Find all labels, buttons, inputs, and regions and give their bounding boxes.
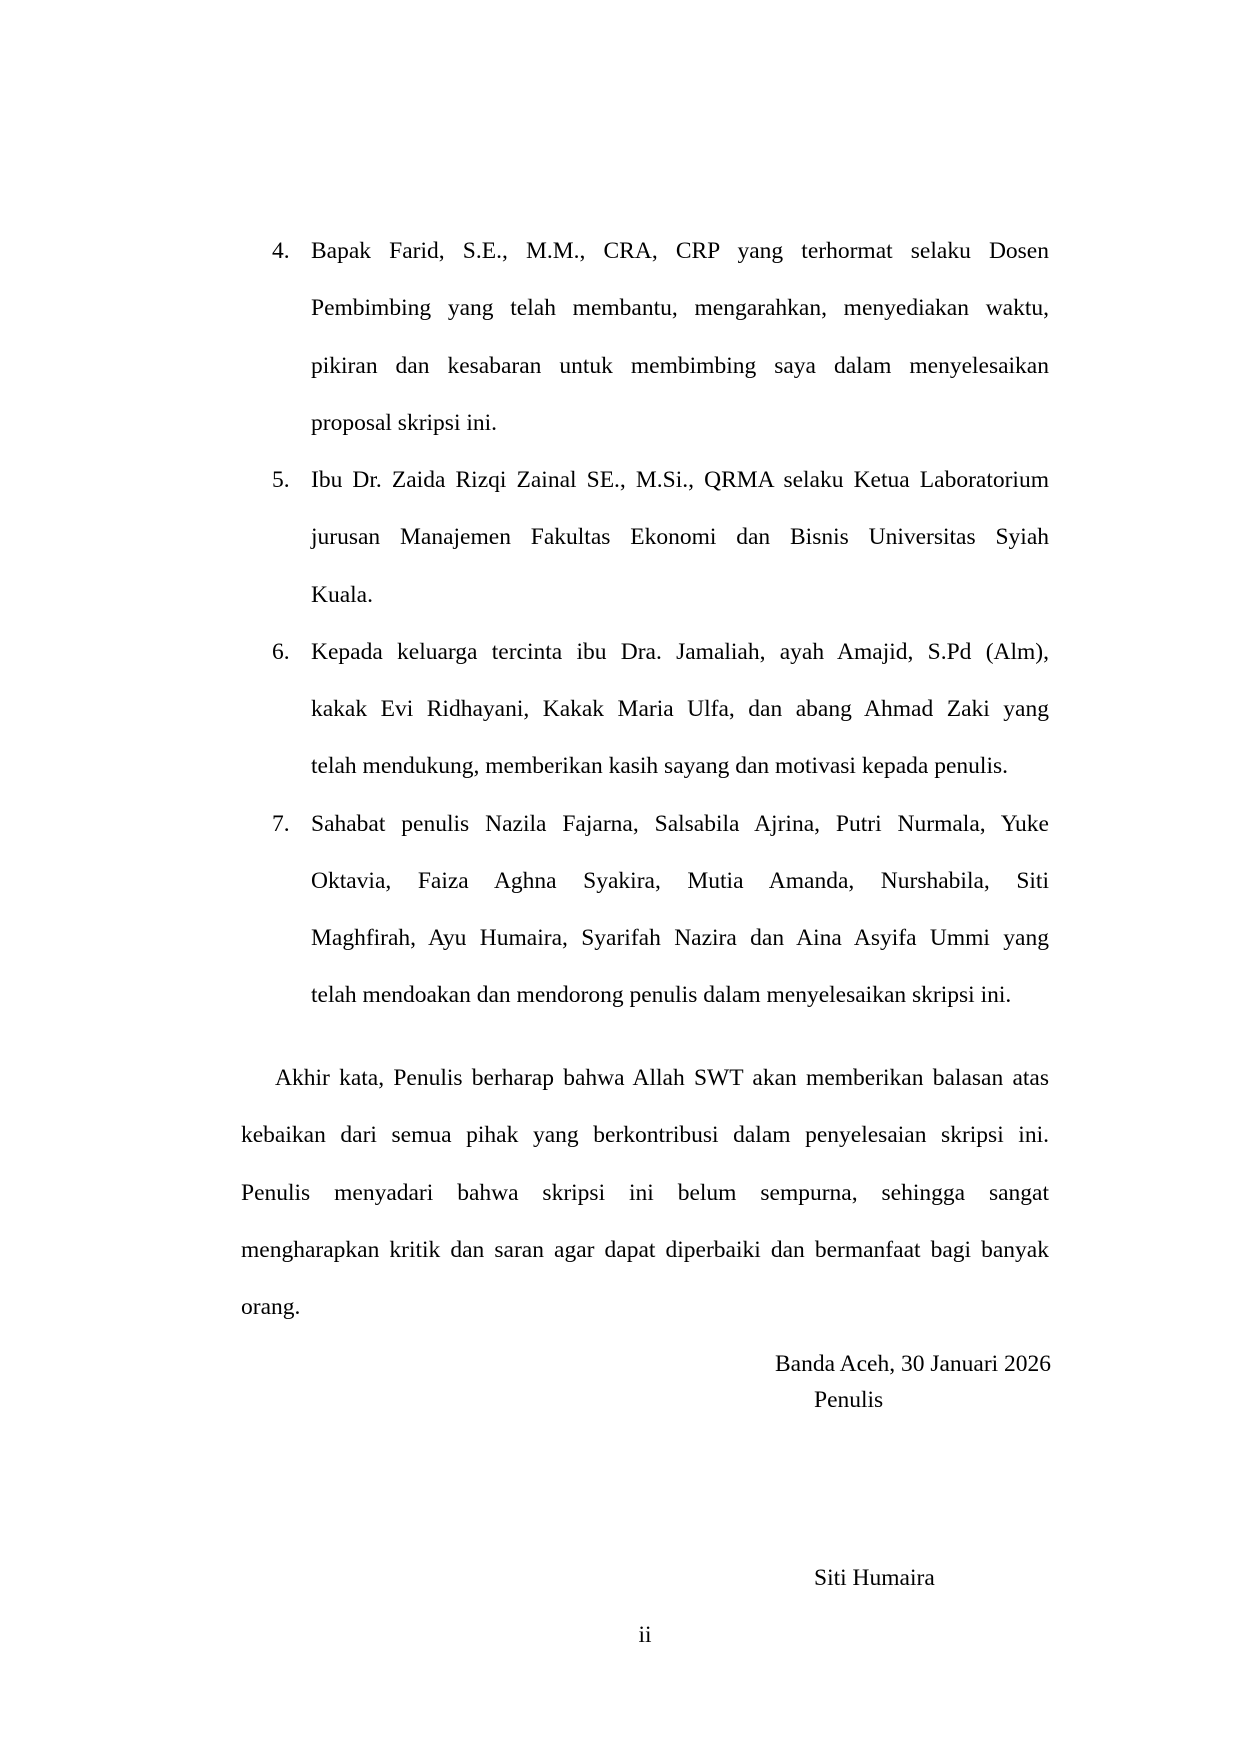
list-item-text (311, 223, 1049, 452)
text-line: Pembimbing yang telah membantu, mengarahkan, menyediakan waktu, (311, 295, 1049, 322)
list-item (272, 223, 1049, 452)
list-item-number: 7. (272, 810, 290, 837)
text-line: jurusan Manajemen Fakultas Ekonomi dan Bisnis Universitas Syiah (311, 524, 1049, 551)
list-item (272, 624, 1049, 796)
place-date: Banda Aceh, 30 Januari 2026 (775, 1351, 1052, 1377)
list-item-number: 5. (272, 467, 290, 493)
text-line: Oktavia, Faiza Aghna Syakira, Mutia Amanda, Nurshabila, Siti (311, 867, 1049, 894)
signature-block (775, 1346, 1051, 1418)
text-line: pikiran dan kesabaran untuk membimbing saya dalam menyelesaikan (311, 352, 1049, 379)
text-line: orang. (241, 1294, 301, 1320)
text-line: telah mendukung, memberikan kasih sayang dan motivasi kepada penulis. (311, 753, 1008, 780)
list-item-text (311, 452, 1049, 624)
list-item-text (311, 624, 1049, 796)
text-line: proposal skripsi ini. (311, 409, 498, 436)
text-line: mengharapkan kritik dan saran agar dapat diperbaiki dan bermanfaat bagi banyak (241, 1236, 1049, 1263)
list-item (272, 452, 1049, 624)
text-line: Maghfirah, Ayu Humaira, Syarifah Nazira dan Aina Asyifa Ummi yang (311, 925, 1049, 951)
text-line: Penulis menyadari bahwa skripsi ini belum sempurna, sehingga sangat (241, 1179, 1049, 1206)
closing-paragraph (241, 1050, 1049, 1336)
text-line: Bapak Farid, S.E., M.M., CRA, CRP yang terhormat selaku Dosen (311, 238, 1049, 264)
text-line: Kuala. (311, 581, 373, 608)
list-item-text (311, 796, 1049, 1025)
text-line: Akhir kata, Penulis berharap bahwa Allah SWT akan memberikan balasan atas (275, 1065, 1049, 1091)
list-item-number: 6. (272, 638, 290, 665)
author-role-label: Penulis (814, 1387, 884, 1413)
text-line: kakak Evi Ridhayani, Kakak Maria Ulfa, dan abang Ahmad Zaki yang (311, 696, 1049, 722)
list-item (272, 796, 1049, 1025)
author-name: Siti Humaira (814, 1565, 935, 1591)
page-number: ii (638, 1622, 652, 1648)
text-line: telah mendoakan dan mendorong penulis dalam menyelesaikan skripsi ini. (311, 982, 1012, 1009)
text-line: Kepada keluarga tercinta ibu Dra. Jamaliah, ayah Amajid, S.Pd (Alm), (311, 638, 1049, 665)
text-line: Sahabat penulis Nazila Fajarna, Salsabila Ajrina, Putri Nurmala, Yuke (311, 810, 1049, 837)
acknowledgment-list (272, 223, 1049, 1025)
list-item-number: 4. (272, 238, 290, 264)
text-line: Ibu Dr. Zaida Rizqi Zainal SE., M.Si., QRMA selaku Ketua Laboratorium (311, 467, 1049, 493)
text-line: kebaikan dari semua pihak yang berkontribusi dalam penyelesaian skripsi ini. (241, 1122, 1049, 1149)
